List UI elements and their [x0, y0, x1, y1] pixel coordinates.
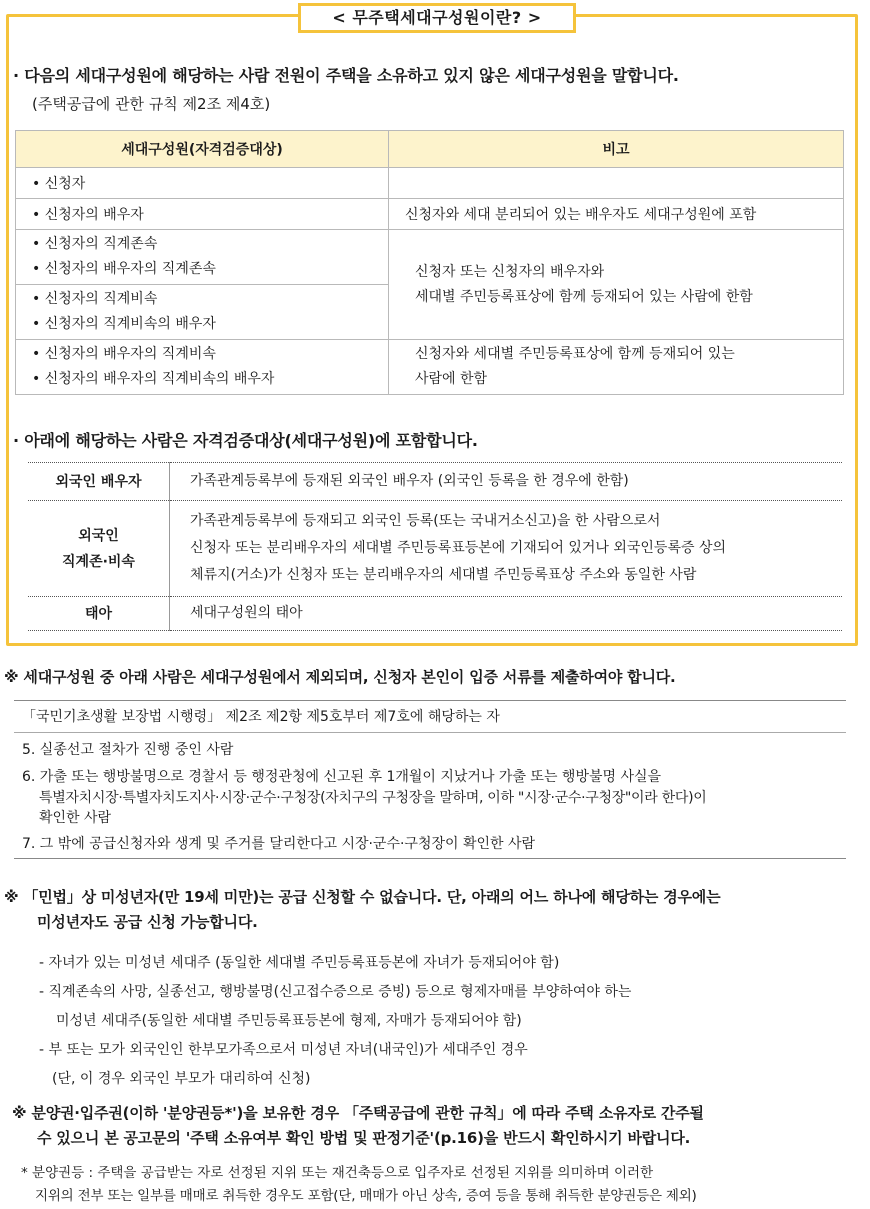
note1-item-6-cont: 특별자치시장·특별자치도지사·시장·군수·구청장(자치구의 구청장을 말하며, 이하 "시장·군수·구청장"이라 한다)이 — [39, 790, 707, 806]
member-cell: • 신청자 — [16, 168, 389, 199]
divider-top — [14, 700, 846, 701]
note3-footnote: * 분양권등 : 주택을 공급받는 자로 선정된 지위 또는 재건축등으로 입주자로 선정된 지위를 의미하며 이러한 — [21, 1165, 654, 1181]
section1-heading: · 다음의 세대구성원에 해당하는 사람 전원이 주택을 소유하고 있지 않은 세대구성원을 말합니다. — [13, 66, 679, 85]
table-row — [16, 199, 844, 230]
table-header-members: 세대구성원(자격검증대상) — [16, 131, 389, 168]
section1-note: (주택공급에 관한 규칙 제2조 제4호) — [32, 95, 271, 113]
foreign-member-table — [28, 462, 842, 631]
member-cell — [16, 285, 389, 340]
note1-item-6-cont: 확인한 사람 — [39, 810, 112, 826]
member-line: • 신청자의 직계비속 — [32, 291, 158, 307]
member-line: • 신청자의 직계존속 — [32, 236, 158, 252]
remark-line: 세대별 주민등록표상에 함께 등재되어 있는 사람에 한함 — [415, 288, 753, 305]
remark-cell — [389, 340, 844, 395]
note3-heading-cont: 수 있으니 본 공고문의 '주택 소유여부 확인 방법 및 판정기준'(p.16)을 반드시 확인하시기 바랍니다. — [37, 1129, 691, 1147]
note3-heading: ※ 분양권·입주권(이하 '분양권등*')을 보유한 경우 「주택공급에 관한 규칙」에 따라 주택 소유자로 간주될 — [12, 1104, 704, 1122]
note3-footnote-cont: 지위의 전부 또는 일부를 매매로 취득한 경우도 포함(단, 매매가 아닌 상속, 증여 등을 통해 취득한 분양권등은 제외) — [35, 1188, 697, 1204]
note1-item-5: 5. 실종선고 절차가 진행 중인 사람 — [22, 742, 234, 758]
member-cell — [16, 230, 389, 285]
row-value — [170, 501, 843, 597]
note2-item-cont: (단, 이 경우 외국인 부모가 대리하여 신청) — [52, 1071, 311, 1087]
label-line: 외국인 — [78, 527, 119, 544]
member-line: • 신청자의 배우자의 직계비속의 배우자 — [32, 371, 275, 387]
box-title: < 무주택세대구성원이란? > — [298, 3, 576, 33]
member-cell: • 신청자의 배우자 — [16, 199, 389, 230]
section2-heading: · 아래에 해당하는 사람은 자격검증대상(세대구성원)에 포함합니다. — [13, 431, 478, 450]
member-table — [15, 130, 844, 395]
remark-cell — [389, 168, 844, 199]
table-row — [28, 501, 842, 597]
note1-intro: 「국민기초생활 보장법 시행령」 제2조 제2항 제5호부터 제7호에 해당하는 자 — [22, 709, 500, 725]
row-value: 세대구성원의 태아 — [170, 597, 843, 631]
row-value: 가족관계등록부에 등재된 외국인 배우자 (외국인 등록을 한 경우에 한함) — [170, 463, 843, 501]
note2-item: - 자녀가 있는 미성년 세대주 (동일한 세대별 주민등록표등본에 자녀가 등재되어야 함) — [39, 955, 560, 971]
note1-item-6: 6. 가출 또는 행방불명으로 경찰서 등 행정관청에 신고된 후 1개월이 지났거나 가출 또는 행방불명 사실을 — [22, 769, 662, 785]
label-line: 직계존·비속 — [62, 553, 135, 570]
member-line: • 신청자의 배우자의 직계비속 — [32, 346, 216, 362]
value-line: 체류지(거소)가 신청자 또는 분리배우자의 세대별 주민등록표상 주소와 동일한 사람 — [190, 567, 697, 583]
note2-item: - 직계존속의 사망, 실종선고, 행방불명(신고접수증으로 증빙) 등으로 형제자매를 부양하여야 하는 — [39, 984, 632, 1000]
remark-line: 신청자 또는 신청자의 배우자와 — [415, 263, 605, 280]
note2-item: - 부 또는 모가 외국인인 한부모가족으로서 미성년 자녀(내국인)가 세대주인 경우 — [39, 1042, 528, 1058]
remark-cell: 신청자와 세대 분리되어 있는 배우자도 세대구성원에 포함 — [389, 199, 844, 230]
value-line: 신청자 또는 분리배우자의 세대별 주민등록표등본에 기재되어 있거나 외국인등록증 상의 — [190, 540, 726, 556]
table-row — [16, 168, 844, 199]
value-line: 가족관계등록부에 등재되고 외국인 등록(또는 국내거소신고)을 한 사람으로서 — [190, 513, 661, 529]
merged-remark-cell — [389, 230, 844, 340]
member-cell — [16, 340, 389, 395]
divider-bottom — [14, 858, 846, 859]
divider-mid — [14, 732, 846, 733]
note2-heading-cont: 미성년자도 공급 신청 가능합니다. — [37, 913, 258, 931]
note1-item-7: 7. 그 밖에 공급신청자와 생계 및 주거를 달리한다고 시장·군수·구청장이 확인한 사람 — [22, 836, 536, 852]
table-row — [16, 340, 844, 395]
row-label: 외국인 배우자 — [28, 463, 170, 501]
table-header-remark: 비고 — [389, 131, 844, 168]
remark-line: 신청자와 세대별 주민등록표상에 함께 등재되어 있는 — [415, 346, 735, 362]
member-line: • 신청자의 배우자의 직계존속 — [32, 261, 216, 277]
note2-heading: ※ 「민법」상 미성년자(만 19세 미만)는 공급 신청할 수 없습니다. 단, 아래의 어느 하나에 해당하는 경우에는 — [4, 888, 721, 906]
note1-heading: ※ 세대구성원 중 아래 사람은 세대구성원에서 제외되며, 신청자 본인이 입증 서류를 제출하여야 합니다. — [4, 668, 676, 686]
table-row — [28, 597, 842, 631]
table-row — [16, 230, 844, 285]
row-label: 태아 — [28, 597, 170, 631]
note2-item-cont: 미성년 세대주(동일한 세대별 주민등록표등본에 형제, 자매가 등재되어야 함) — [56, 1013, 522, 1029]
remark-line: 사람에 한함 — [415, 371, 488, 387]
table-row — [28, 463, 842, 501]
row-label — [28, 501, 170, 597]
member-line: • 신청자의 직계비속의 배우자 — [32, 316, 216, 332]
